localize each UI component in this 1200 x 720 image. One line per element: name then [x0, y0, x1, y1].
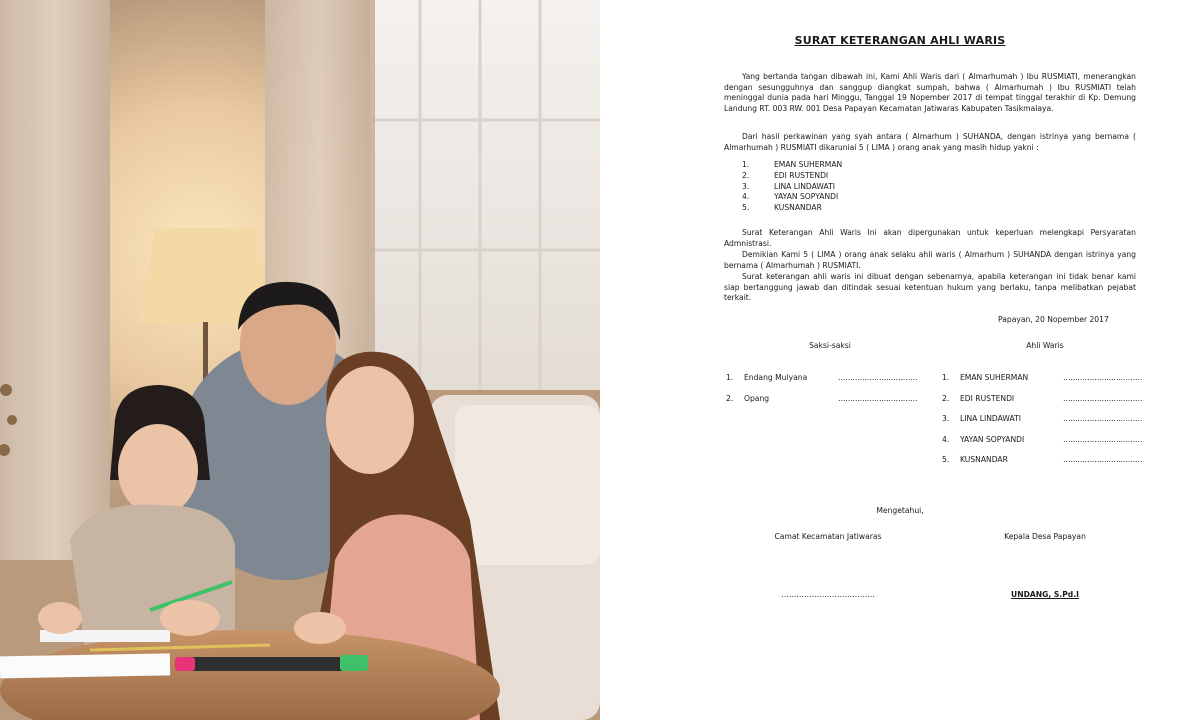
kades-name: UNDANG, S.Pd.I: [1011, 590, 1079, 599]
signature-line: ……………………………: [1063, 373, 1143, 382]
witnesses-list: [726, 373, 917, 414]
list-item: 3. LINA LINDAWATI ……………………………: [942, 414, 1142, 435]
list-item: 2. Opang ……………………………: [726, 394, 917, 415]
inheritance-letter: [600, 0, 1200, 720]
list-item: 4. YAYAN SOPYANDI: [742, 192, 839, 202]
camat-title: Camat Kecamatan Jatiwaras: [774, 532, 882, 541]
list-item: 2. EDI RUSTENDI: [742, 170, 829, 180]
marriage-paragraph: Dari hasil perkawinan yang syah antara ( Almarhum ) SUHANDA, dengan istrinya yang bernama ( Almarhumah ) RUSMIATI dikaruniai 5 ( LIMA ) orang anak yang masih hidup yakni :: [724, 132, 1136, 152]
list-item: 3. LINA LINDAWATI: [742, 181, 835, 191]
kades-title: Kepala Desa Papayan: [1004, 532, 1086, 541]
camat-signature-line: ……………………………….: [781, 590, 875, 599]
list-item: 1. Endang Mulyana ……………………………: [726, 373, 917, 394]
list-item: 2. EDI RUSTENDI ……………………………: [942, 394, 1142, 415]
acknowledged-label: Mengetahui,: [876, 506, 924, 515]
witnesses-heading: Saksi-saksi: [809, 341, 851, 350]
signature-line: ……………………………: [1063, 393, 1143, 403]
heir-signatures-list: [942, 373, 1142, 476]
heirs-list: [742, 160, 842, 214]
signature-line: ……………………………: [1063, 455, 1143, 464]
opening-paragraph: Yang bertanda tangan dibawah ini, Kami Ahli Waris dari ( Almarhumah ) Ibu RUSMIATI, menerangkan dengan sesungguhnya dan sanggup diangkat sumpah, bahwa ( Almarhumah ) Ibu RUSMIATI telah meninggal dunia pada hari Minggu, Tanggal 19 Nopember 2017 di tempat tinggal terakhir di Kp. Demung Landung RT. 003 RW. 001 Desa Papayan Kecamatan Jatiwaras Kabupaten Tasikmalaya.: [724, 72, 1136, 113]
letter-title: SURAT KETERANGAN AHLI WARIS: [794, 34, 1006, 47]
purpose-paragraph: Surat Keterangan Ahli Waris Ini akan dipergunakan untuk keperluan melengkapi Persyaratan Admnistrasi.: [724, 228, 1136, 248]
letter-date: Papayan, 20 Nopember 2017: [998, 315, 1109, 324]
signature-line: ……………………………: [838, 393, 918, 403]
list-item: 5. KUSNANDAR ……………………………: [942, 455, 1142, 476]
signature-line: ……………………………: [838, 373, 918, 382]
signature-line: ……………………………: [1063, 434, 1143, 444]
signature-line: ……………………………: [1063, 414, 1143, 423]
list-item: 4. YAYAN SOPYANDI ……………………………: [942, 435, 1142, 456]
list-item: 1. EMAN SUHERMAN: [742, 160, 843, 169]
list-item: 5. KUSNANDAR: [742, 203, 822, 213]
heirs-heading: Ahli Waris: [1026, 341, 1064, 350]
responsibility-paragraph: Surat keterangan ahli waris ini dibuat dengan sebenarnya, apabila keterangan ini tidak benar kami siap bertanggung jawab dan ditindak sesuai ketentuan hukum yang berlaku, tanpa melibatkan pejabat terkait.: [724, 272, 1136, 303]
declaration-paragraph: Demikian Kami 5 ( LIMA ) orang anak selaku ahli waris ( Almarhum ) SUHANDA dengan istrinya yang bernama ( Almarhumah ) RUSMIATI.: [724, 250, 1136, 270]
list-item: 1. EMAN SUHERMAN ……………………………: [942, 373, 1142, 394]
